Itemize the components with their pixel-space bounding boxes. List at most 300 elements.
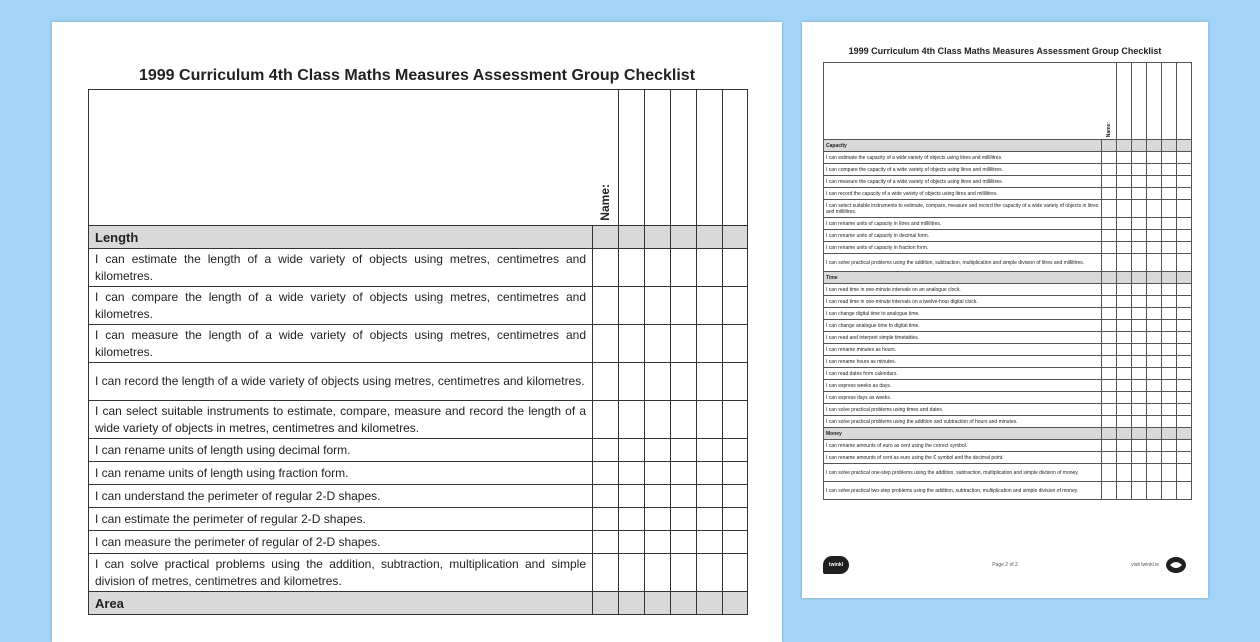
criterion-text: I can express weeks as days.: [824, 380, 1102, 392]
assessment-check-cell[interactable]: [671, 401, 697, 439]
assessment-check-cell[interactable]: [1147, 416, 1162, 428]
assessment-check-cell[interactable]: [1162, 392, 1177, 404]
assessment-check-cell[interactable]: [1102, 440, 1117, 452]
header-blank-cell: [89, 90, 593, 226]
assessment-check-cell: [1117, 140, 1132, 152]
assessment-check-cell[interactable]: [1147, 344, 1162, 356]
criterion-text: I can rename units of capacity in decimal form.: [824, 230, 1102, 242]
criterion-row: [824, 296, 1192, 308]
assessment-check-cell[interactable]: [1147, 464, 1162, 482]
assessment-check-cell[interactable]: [1102, 308, 1117, 320]
assessment-check-cell[interactable]: [1132, 284, 1147, 296]
assessment-check-cell[interactable]: [1132, 176, 1147, 188]
assessment-check-cell[interactable]: [1162, 230, 1177, 242]
assessment-check-cell[interactable]: [1117, 218, 1132, 230]
assessment-check-cell[interactable]: [593, 363, 619, 401]
assessment-check-cell[interactable]: [1177, 254, 1192, 272]
assessment-check-cell[interactable]: [1162, 380, 1177, 392]
assessment-check-cell[interactable]: [1117, 344, 1132, 356]
section-row: [824, 272, 1192, 284]
assessment-check-cell[interactable]: [1102, 380, 1117, 392]
assessment-check-cell[interactable]: [723, 439, 748, 462]
assessment-check-cell[interactable]: [1117, 356, 1132, 368]
assessment-check-cell: [645, 592, 671, 615]
criterion-text: I can select suitable instruments to estimate, compare, measure and record the capacity of a wide variety of objects in litres and millilitres.: [824, 200, 1102, 218]
assessment-check-cell[interactable]: [697, 462, 723, 485]
criterion-row: [89, 287, 748, 325]
assessment-check-cell[interactable]: [1162, 308, 1177, 320]
assessment-check-cell[interactable]: [1102, 392, 1117, 404]
criterion-row: [89, 462, 748, 485]
criterion-text: I can rename units of capacity in fraction form.: [824, 242, 1102, 254]
assessment-check-cell[interactable]: [1162, 152, 1177, 164]
assessment-check-cell[interactable]: [1102, 254, 1117, 272]
assessment-check-cell[interactable]: [1147, 356, 1162, 368]
assessment-check-cell[interactable]: [697, 249, 723, 287]
assessment-check-cell[interactable]: [1147, 320, 1162, 332]
assessment-check-cell[interactable]: [1162, 440, 1177, 452]
assessment-check-cell[interactable]: [1102, 482, 1117, 500]
assessment-check-cell[interactable]: [723, 401, 748, 439]
assessment-check-cell[interactable]: [1102, 164, 1117, 176]
assessment-check-cell[interactable]: [645, 531, 671, 554]
assessment-check-cell[interactable]: [1147, 284, 1162, 296]
pupil-name-cell[interactable]: [1132, 63, 1147, 140]
assessment-check-cell[interactable]: [1147, 242, 1162, 254]
pupil-name-cell[interactable]: [645, 90, 671, 226]
assessment-check-cell[interactable]: [1162, 404, 1177, 416]
assessment-check-cell[interactable]: [1102, 284, 1117, 296]
criterion-text: I can rename minutes as hours.: [824, 344, 1102, 356]
criterion-text: I can read time in one-minute intervals on an analogue clock.: [824, 284, 1102, 296]
assessment-check-cell[interactable]: [1102, 230, 1117, 242]
assessment-check-cell[interactable]: [1117, 152, 1132, 164]
assessment-check-cell[interactable]: [1177, 356, 1192, 368]
assessment-check-cell[interactable]: [1132, 416, 1147, 428]
assessment-check-cell[interactable]: [1147, 404, 1162, 416]
assessment-check-cell[interactable]: [619, 554, 645, 592]
assessment-check-cell[interactable]: [1102, 332, 1117, 344]
assessment-check-cell[interactable]: [1102, 188, 1117, 200]
assessment-check-cell[interactable]: [697, 325, 723, 363]
assessment-check-cell[interactable]: [671, 363, 697, 401]
assessment-check-cell[interactable]: [671, 249, 697, 287]
assessment-check-cell[interactable]: [1177, 320, 1192, 332]
assessment-check-cell[interactable]: [1162, 332, 1177, 344]
assessment-check-cell[interactable]: [697, 363, 723, 401]
assessment-check-cell[interactable]: [593, 462, 619, 485]
assessment-check-cell[interactable]: [1162, 452, 1177, 464]
assessment-check-cell[interactable]: [1162, 176, 1177, 188]
section-row: [89, 592, 748, 615]
assessment-check-cell[interactable]: [645, 287, 671, 325]
assessment-check-cell: [1132, 272, 1147, 284]
assessment-check-cell[interactable]: [1162, 188, 1177, 200]
assessment-check-cell[interactable]: [593, 249, 619, 287]
assessment-check-cell[interactable]: [1177, 296, 1192, 308]
pupil-name-cell[interactable]: [1162, 63, 1177, 140]
assessment-check-cell[interactable]: [593, 401, 619, 439]
assessment-check-cell[interactable]: [1177, 188, 1192, 200]
pupil-name-cell[interactable]: [619, 90, 645, 226]
criterion-text: I can solve practical problems using the addition, subtraction, multiplication and simple division of metres, centimetres and kilometres.: [89, 554, 593, 592]
assessment-check-cell[interactable]: [1117, 482, 1132, 500]
assessment-check-cell[interactable]: [1132, 464, 1147, 482]
document-title-thumbnail: 1999 Curriculum 4th Class Maths Measures Assessment Group Checklist: [848, 46, 1162, 56]
assessment-check-cell[interactable]: [1177, 176, 1192, 188]
assessment-check-cell[interactable]: [1117, 332, 1132, 344]
assessment-check-cell[interactable]: [1102, 218, 1117, 230]
assessment-check-cell[interactable]: [1177, 344, 1192, 356]
page-footer: [823, 556, 1187, 576]
twinkl-badge-icon: [1165, 556, 1187, 574]
assessment-check-cell[interactable]: [1177, 392, 1192, 404]
assessment-check-cell[interactable]: [593, 508, 619, 531]
assessment-check-cell[interactable]: [1132, 230, 1147, 242]
assessment-check-cell[interactable]: [1132, 332, 1147, 344]
assessment-check-cell[interactable]: [1117, 464, 1132, 482]
assessment-check-cell: [1177, 428, 1192, 440]
assessment-check-cell[interactable]: [723, 485, 748, 508]
assessment-check-cell[interactable]: [1147, 164, 1162, 176]
assessment-check-cell[interactable]: [619, 462, 645, 485]
assessment-check-cell[interactable]: [1147, 308, 1162, 320]
assessment-check-cell[interactable]: [645, 325, 671, 363]
assessment-check-cell[interactable]: [1162, 368, 1177, 380]
assessment-check-cell[interactable]: [1117, 284, 1132, 296]
assessment-check-cell[interactable]: [1117, 254, 1132, 272]
assessment-check-cell[interactable]: [1177, 380, 1192, 392]
checklist-table-thumbnail: [823, 62, 1192, 500]
criterion-text: I can read time in one-minute intervals on a twelve-hour digital clock.: [824, 296, 1102, 308]
criterion-row: [89, 325, 748, 363]
assessment-check-cell[interactable]: [723, 531, 748, 554]
assessment-check-cell[interactable]: [1132, 152, 1147, 164]
assessment-check-cell[interactable]: [645, 462, 671, 485]
assessment-check-cell[interactable]: [619, 401, 645, 439]
criterion-text: I can estimate the perimeter of regular 2-D shapes.: [89, 508, 593, 531]
assessment-check-cell[interactable]: [1162, 464, 1177, 482]
assessment-check-cell[interactable]: [723, 554, 748, 592]
criterion-row: [824, 254, 1192, 272]
assessment-check-cell[interactable]: [697, 401, 723, 439]
assessment-check-cell[interactable]: [1162, 320, 1177, 332]
criterion-row: [824, 452, 1192, 464]
page-number: Page 2 of 2: [992, 562, 1018, 568]
assessment-check-cell[interactable]: [1132, 188, 1147, 200]
assessment-check-cell[interactable]: [1102, 176, 1117, 188]
assessment-check-cell[interactable]: [1177, 440, 1192, 452]
assessment-check-cell[interactable]: [1132, 440, 1147, 452]
assessment-check-cell[interactable]: [1162, 200, 1177, 218]
assessment-check-cell[interactable]: [1132, 356, 1147, 368]
criterion-text: I can compare the length of a wide variety of objects using metres, centimetres and kilometres.: [89, 287, 593, 325]
assessment-check-cell[interactable]: [697, 554, 723, 592]
pupil-name-cell[interactable]: [1117, 63, 1132, 140]
assessment-check-cell[interactable]: [1177, 284, 1192, 296]
assessment-check-cell[interactable]: [1177, 218, 1192, 230]
criterion-text: I can select suitable instruments to estimate, compare, measure and record the length of a wide variety of objects in metres, centimetres and kilometres.: [89, 401, 593, 439]
assessment-check-cell[interactable]: [1147, 188, 1162, 200]
criterion-text: I can rename amounts of cent as euro using the € symbol and the decimal point.: [824, 452, 1102, 464]
assessment-check-cell[interactable]: [1117, 452, 1132, 464]
assessment-check-cell: [723, 226, 748, 249]
assessment-check-cell[interactable]: [645, 554, 671, 592]
assessment-check-cell[interactable]: [697, 531, 723, 554]
assessment-check-cell[interactable]: [1162, 242, 1177, 254]
assessment-check-cell[interactable]: [1162, 416, 1177, 428]
assessment-check-cell[interactable]: [1102, 368, 1117, 380]
assessment-check-cell[interactable]: [1117, 188, 1132, 200]
assessment-check-cell[interactable]: [1147, 392, 1162, 404]
pupil-name-cell[interactable]: [671, 90, 697, 226]
assessment-check-cell[interactable]: [1147, 152, 1162, 164]
header-blank-cell: [824, 63, 1102, 140]
assessment-check-cell[interactable]: [1147, 380, 1162, 392]
assessment-check-cell[interactable]: [671, 554, 697, 592]
assessment-check-cell[interactable]: [1177, 452, 1192, 464]
assessment-check-cell[interactable]: [1177, 332, 1192, 344]
assessment-check-cell[interactable]: [1162, 356, 1177, 368]
criterion-row: [824, 416, 1192, 428]
assessment-check-cell[interactable]: [1117, 368, 1132, 380]
assessment-check-cell[interactable]: [645, 508, 671, 531]
assessment-check-cell[interactable]: [1117, 230, 1132, 242]
assessment-check-cell: [619, 592, 645, 615]
assessment-check-cell[interactable]: [1177, 464, 1192, 482]
header-row: [89, 90, 748, 226]
assessment-check-cell[interactable]: [1132, 404, 1147, 416]
assessment-check-cell[interactable]: [1102, 356, 1117, 368]
assessment-check-cell[interactable]: [1102, 404, 1117, 416]
assessment-check-cell[interactable]: [593, 325, 619, 363]
assessment-check-cell[interactable]: [723, 287, 748, 325]
criterion-text: I can solve practical one-step problems using the addition, subtraction, multiplication and simple division of money.: [824, 464, 1102, 482]
assessment-check-cell[interactable]: [619, 249, 645, 287]
criterion-text: I can record the capacity of a wide variety of objects using litres and millilitres.: [824, 188, 1102, 200]
assessment-check-cell[interactable]: [1162, 284, 1177, 296]
criterion-text: I can solve practical problems using the addition and subtraction of hours and minutes.: [824, 416, 1102, 428]
assessment-check-cell[interactable]: [1177, 200, 1192, 218]
assessment-check-cell[interactable]: [1102, 464, 1117, 482]
assessment-check-cell[interactable]: [1132, 164, 1147, 176]
assessment-check-cell[interactable]: [1147, 176, 1162, 188]
assessment-check-cell[interactable]: [1117, 242, 1132, 254]
assessment-check-cell[interactable]: [1102, 344, 1117, 356]
assessment-check-cell[interactable]: [1132, 218, 1147, 230]
assessment-check-cell[interactable]: [619, 485, 645, 508]
assessment-check-cell[interactable]: [1132, 200, 1147, 218]
criterion-row: [824, 332, 1192, 344]
assessment-check-cell[interactable]: [1147, 296, 1162, 308]
assessment-check-cell[interactable]: [1132, 308, 1147, 320]
assessment-check-cell[interactable]: [593, 554, 619, 592]
assessment-check-cell[interactable]: [619, 439, 645, 462]
criterion-text: I can rename units of capacity in litres and millilitres.: [824, 218, 1102, 230]
assessment-check-cell[interactable]: [1117, 296, 1132, 308]
assessment-check-cell[interactable]: [1132, 452, 1147, 464]
assessment-check-cell[interactable]: [1117, 164, 1132, 176]
assessment-check-cell[interactable]: [645, 249, 671, 287]
assessment-check-cell[interactable]: [1147, 200, 1162, 218]
assessment-check-cell[interactable]: [1177, 416, 1192, 428]
assessment-check-cell[interactable]: [671, 439, 697, 462]
assessment-check-cell[interactable]: [1177, 404, 1192, 416]
assessment-check-cell[interactable]: [1102, 242, 1117, 254]
criterion-row: [824, 188, 1192, 200]
assessment-check-cell[interactable]: [1132, 254, 1147, 272]
pupil-name-cell[interactable]: [1177, 63, 1192, 140]
assessment-check-cell[interactable]: [1117, 200, 1132, 218]
assessment-check-cell[interactable]: [593, 439, 619, 462]
assessment-check-cell[interactable]: [1132, 242, 1147, 254]
criterion-row: [824, 308, 1192, 320]
criterion-row: [824, 404, 1192, 416]
criterion-row: [824, 164, 1192, 176]
assessment-check-cell[interactable]: [1117, 320, 1132, 332]
criterion-row: [824, 152, 1192, 164]
assessment-check-cell[interactable]: [1162, 254, 1177, 272]
assessment-check-cell: [645, 226, 671, 249]
name-header-label: Name:: [1105, 121, 1112, 137]
assessment-check-cell[interactable]: [1132, 380, 1147, 392]
section-heading: Time: [824, 272, 1102, 284]
assessment-check-cell[interactable]: [671, 462, 697, 485]
assessment-check-cell: [1147, 140, 1162, 152]
assessment-check-cell[interactable]: [1117, 404, 1132, 416]
assessment-check-cell[interactable]: [723, 508, 748, 531]
assessment-check-cell[interactable]: [1147, 482, 1162, 500]
assessment-check-cell[interactable]: [619, 508, 645, 531]
section-row: [824, 428, 1192, 440]
criterion-text: I can read dates from calendars.: [824, 368, 1102, 380]
assessment-check-cell[interactable]: [619, 531, 645, 554]
assessment-check-cell[interactable]: [1177, 164, 1192, 176]
assessment-check-cell[interactable]: [1147, 368, 1162, 380]
assessment-check-cell[interactable]: [1102, 452, 1117, 464]
criterion-row: [824, 218, 1192, 230]
criterion-text: I can rename hours as minutes.: [824, 356, 1102, 368]
assessment-check-cell[interactable]: [619, 325, 645, 363]
section-row: [824, 140, 1192, 152]
assessment-check-cell[interactable]: [1162, 218, 1177, 230]
assessment-check-cell[interactable]: [723, 462, 748, 485]
assessment-check-cell: [671, 226, 697, 249]
assessment-check-cell[interactable]: [593, 485, 619, 508]
assessment-check-cell[interactable]: [1147, 230, 1162, 242]
assessment-check-cell[interactable]: [1177, 242, 1192, 254]
assessment-check-cell[interactable]: [1132, 344, 1147, 356]
assessment-check-cell: [1177, 140, 1192, 152]
assessment-check-cell[interactable]: [671, 508, 697, 531]
assessment-check-cell[interactable]: [1132, 482, 1147, 500]
assessment-check-cell[interactable]: [645, 401, 671, 439]
criterion-text: I can record the length of a wide variety of objects using metres, centimetres and kilometres.: [89, 363, 593, 401]
pupil-name-cell[interactable]: [723, 90, 748, 226]
assessment-check-cell: [1177, 272, 1192, 284]
assessment-check-cell[interactable]: [619, 287, 645, 325]
assessment-check-cell[interactable]: [1147, 218, 1162, 230]
section-heading: Capacity: [824, 140, 1102, 152]
assessment-check-cell[interactable]: [1132, 320, 1147, 332]
criterion-text: I can change digital time to analogue time.: [824, 308, 1102, 320]
criterion-text: I can estimate the capacity of a wide variety of objects using litres and millilitres.: [824, 152, 1102, 164]
criterion-row: [824, 440, 1192, 452]
assessment-check-cell[interactable]: [1117, 176, 1132, 188]
criterion-row: [824, 176, 1192, 188]
assessment-check-cell[interactable]: [1117, 440, 1132, 452]
assessment-check-cell[interactable]: [1102, 200, 1117, 218]
assessment-check-cell[interactable]: [697, 287, 723, 325]
assessment-check-cell[interactable]: [697, 439, 723, 462]
assessment-check-cell[interactable]: [1102, 416, 1117, 428]
criterion-text: I can read and interpret simple timetables.: [824, 332, 1102, 344]
criterion-row: [824, 200, 1192, 218]
assessment-check-cell[interactable]: [1117, 392, 1132, 404]
assessment-check-cell[interactable]: [1162, 164, 1177, 176]
assessment-check-cell[interactable]: [1177, 482, 1192, 500]
assessment-check-cell[interactable]: [697, 485, 723, 508]
assessment-check-cell[interactable]: [593, 531, 619, 554]
assessment-check-cell: [1102, 428, 1117, 440]
assessment-check-cell[interactable]: [723, 249, 748, 287]
assessment-check-cell: [1147, 428, 1162, 440]
assessment-check-cell[interactable]: [671, 325, 697, 363]
assessment-check-cell[interactable]: [645, 439, 671, 462]
criterion-row: [89, 485, 748, 508]
assessment-check-cell[interactable]: [645, 485, 671, 508]
assessment-check-cell[interactable]: [1102, 152, 1117, 164]
assessment-check-cell[interactable]: [1177, 230, 1192, 242]
assessment-check-cell[interactable]: [1132, 392, 1147, 404]
assessment-check-cell[interactable]: [697, 508, 723, 531]
assessment-check-cell[interactable]: [1147, 332, 1162, 344]
assessment-check-cell[interactable]: [593, 287, 619, 325]
assessment-check-cell[interactable]: [1147, 254, 1162, 272]
assessment-check-cell[interactable]: [1132, 296, 1147, 308]
assessment-check-cell[interactable]: [723, 325, 748, 363]
criterion-row: [824, 380, 1192, 392]
pupil-name-cell[interactable]: [1147, 63, 1162, 140]
assessment-check-cell[interactable]: [1117, 308, 1132, 320]
name-header-label: Name:: [598, 184, 613, 221]
assessment-check-cell[interactable]: [1147, 440, 1162, 452]
assessment-check-cell[interactable]: [1117, 416, 1132, 428]
assessment-check-cell[interactable]: [1162, 344, 1177, 356]
assessment-check-cell[interactable]: [1102, 296, 1117, 308]
assessment-check-cell[interactable]: [671, 485, 697, 508]
assessment-check-cell[interactable]: [1162, 482, 1177, 500]
assessment-check-cell[interactable]: [1117, 380, 1132, 392]
assessment-check-cell[interactable]: [1177, 152, 1192, 164]
pupil-name-cell[interactable]: [697, 90, 723, 226]
assessment-check-cell[interactable]: [1102, 320, 1117, 332]
assessment-check-cell[interactable]: [1132, 368, 1147, 380]
checklist-table: [88, 89, 748, 615]
assessment-check-cell[interactable]: [1177, 368, 1192, 380]
assessment-check-cell[interactable]: [645, 363, 671, 401]
assessment-check-cell[interactable]: [723, 363, 748, 401]
assessment-check-cell[interactable]: [671, 531, 697, 554]
assessment-check-cell[interactable]: [1177, 308, 1192, 320]
assessment-check-cell[interactable]: [619, 363, 645, 401]
assessment-check-cell[interactable]: [1162, 296, 1177, 308]
assessment-check-cell: [1102, 140, 1117, 152]
assessment-check-cell: [593, 592, 619, 615]
assessment-check-cell[interactable]: [671, 287, 697, 325]
criterion-text: I can measure the capacity of a wide variety of objects using litres and millilitres.: [824, 176, 1102, 188]
assessment-check-cell[interactable]: [1147, 452, 1162, 464]
